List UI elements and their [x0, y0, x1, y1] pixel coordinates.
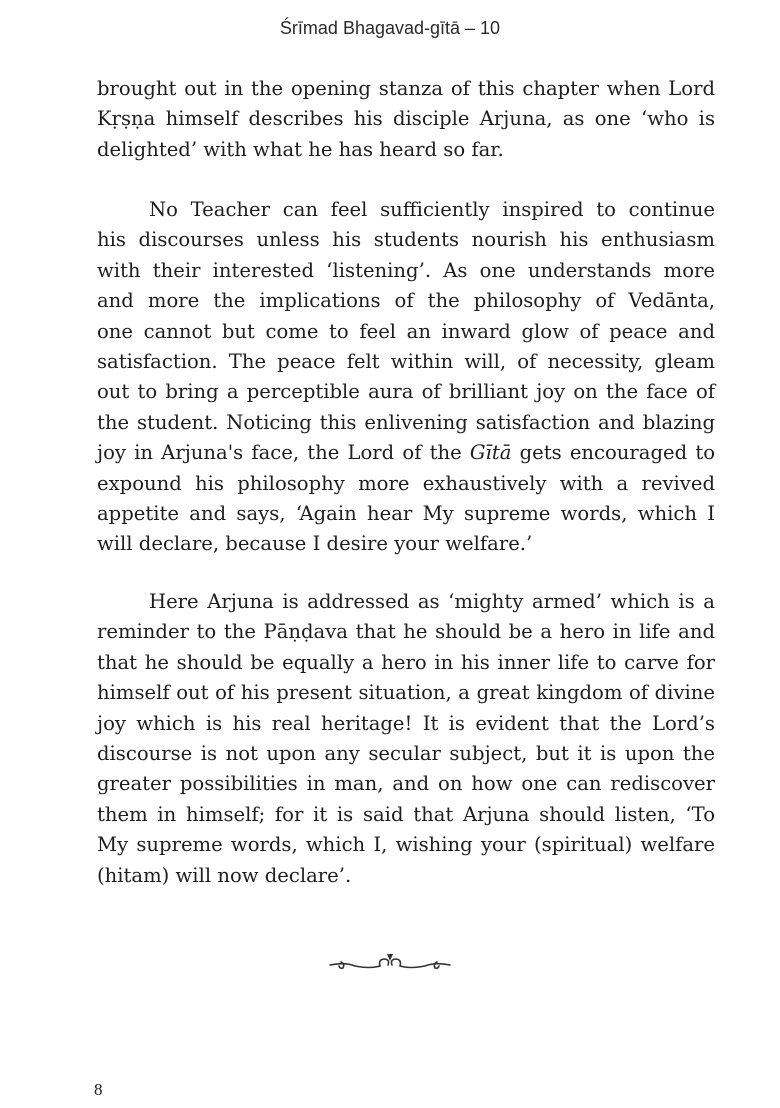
section-end-ornament-icon [325, 952, 455, 976]
text-line: out to bring a perceptible aura of brilliant joy on the face of [97, 380, 715, 404]
text-line: will declare, because I desire your welfare.’ [97, 532, 533, 556]
text-line: joy which is his real heritage! It is evident that the Lord’s [97, 711, 715, 735]
text-line: discourse is not upon any secular subject, but it is upon the [97, 741, 715, 765]
text-line: No Teacher can feel sufficiently inspired to continue [149, 198, 715, 221]
running-header: Śrīmad Bhagavad-gītā – 10 [279, 18, 501, 38]
text-line: expound his philosophy more exhaustively with a revived [97, 471, 715, 495]
text-line: greater possibilities in man, and on how one can rediscover [97, 772, 715, 796]
text-line: Here Arjuna is addressed as ‘mighty armed’ which is a [149, 590, 715, 613]
text-line: joy in Arjuna's face, the Lord of the Gītā gets encouraged to [97, 441, 716, 465]
text-line: satisfaction. The peace felt within will, of necessity, gleam [97, 349, 715, 373]
text-line: appetite and says, ‘Again hear My supreme words, which I [97, 501, 715, 525]
page-number: 8 [94, 1080, 103, 1099]
text-line: Kṛṣṇa himself describes his disciple Arjuna, as one ‘who is [97, 107, 715, 131]
text-line: with their interested ‘listening’. As one understands more [97, 258, 715, 282]
text-line: reminder to the Pāṇḍava that he should be a hero in life and [97, 620, 715, 644]
text-line: brought out in the opening stanza of this chapter when Lord [97, 77, 715, 100]
text-line: that he should be equally a hero in his inner life to carve for [97, 650, 715, 674]
italic-title: Gītā [469, 441, 512, 465]
text-line: My supreme words, which I, wishing your (spiritual) welfare [97, 833, 715, 857]
text-line: them in himself; for it is said that Arjuna should listen, ‘To [97, 802, 715, 826]
text-line: his discourses unless his students nourish his enthusiasm [97, 228, 715, 252]
text-line: one cannot but come to feel an inward glow of peace and [97, 319, 715, 343]
paragraph-1 [97, 74, 715, 165]
paragraph-3 [97, 587, 715, 891]
text-line: (hitam) will now declare’. [97, 863, 352, 887]
text-line: and more the implications of the philosophy of Vedānta, [97, 289, 715, 313]
text-line: delighted’ with what he has heard so far. [97, 137, 504, 161]
paragraph-2 [97, 195, 715, 560]
text-line: the student. Noticing this enlivening satisfaction and blazing [97, 410, 715, 434]
text-line: himself out of his present situation, a great kingdom of divine [97, 681, 715, 705]
